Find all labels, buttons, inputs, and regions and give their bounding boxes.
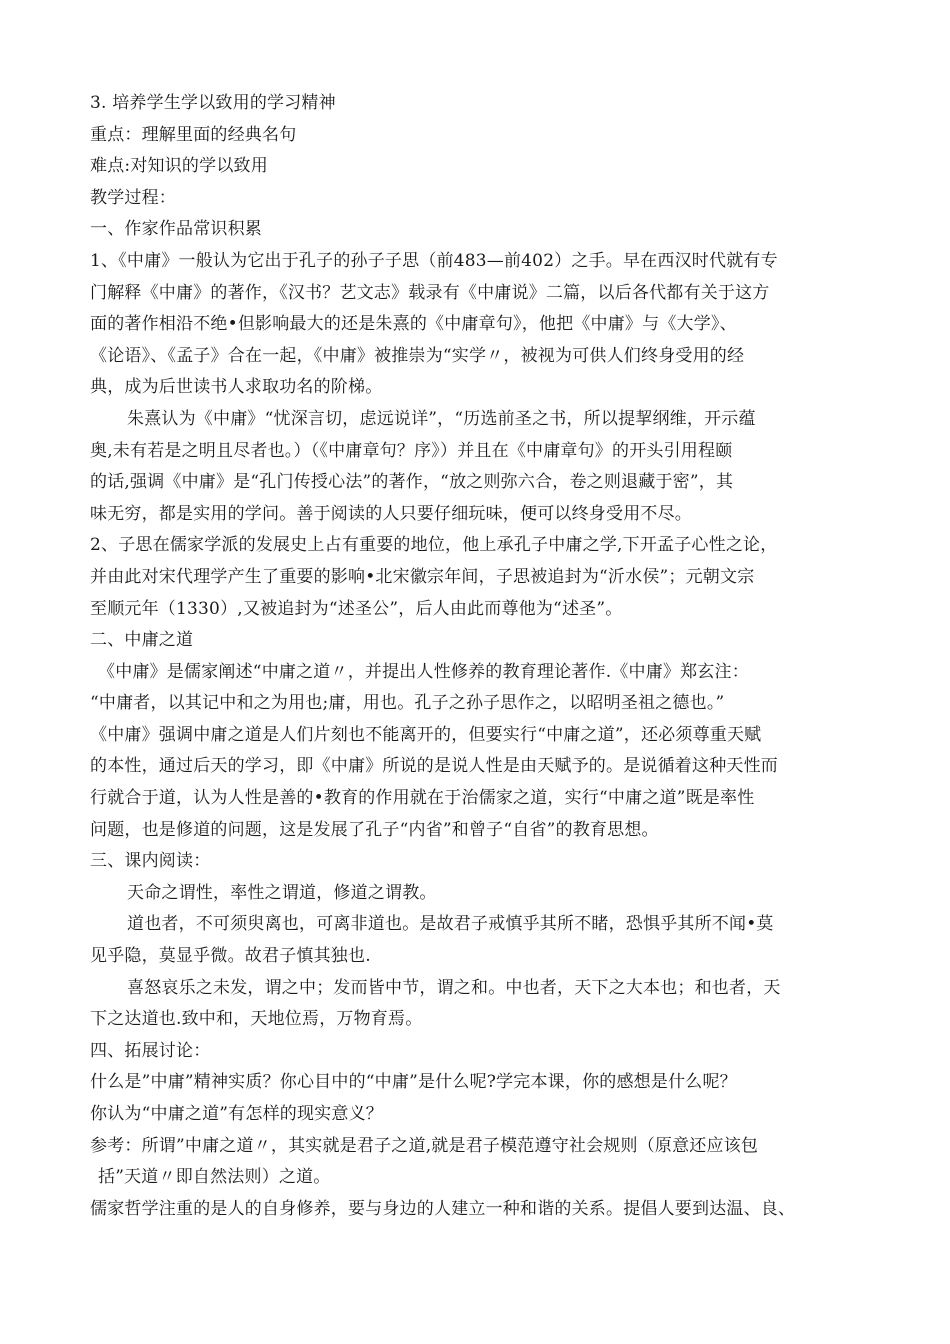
s3-p2-line: 道也者，不可须臾离也，可离非道也。是故君子戒慎乎其所不睹，恐惧乎其所不闻•莫 [127,914,774,935]
s1-p3-line: 2、子思在儒家学派的发展史上占有重要的地位，他上承孔子中庸之学,下开孟子心性之论， [90,535,778,556]
s1-p1-line: 《论语》、《孟子》合在一起，《中庸》被推崇为“实学〃，被视为可供人们终身受用的经 [90,345,745,366]
s3-p3-line: 喜怒哀乐之未发，谓之中；发而皆中节，谓之和。中也者，天下之大本也；和也者，天 [127,977,781,998]
s2-p1-line: 问题，也是修道的问题，这是发展了孔子“内省”和曾子“自省”的教育思想。 [90,819,659,840]
s4-last-line: 儒家哲学注重的是人的自身修养，要与身边的人建立一种和谐的关系。提倡人要到达温、良、 [90,1198,796,1219]
s1-p3-line: 至顺元年（1330）,又被追封为“述圣公”，后人由此而尊他为“述圣”。 [90,598,623,619]
s1-p2-line: 味无穷，都是实用的学问。善于阅读的人只要仔细玩味，便可以终身受用不尽。 [90,503,692,524]
s1-p2-line: 奥,未有若是之明且尽者也。）（《中庸章句？序》）并且在《中庸章句》的开头引用程颐 [90,440,733,461]
s2-p1-line: 的本性，通过后天的学习，即《中庸》所说的是说人性是由天赋予的。是说循着这种天性而 [90,756,778,777]
s1-p2-line: 朱熹认为《中庸》“忧深言切，虑远说详”，“历选前圣之书，所以提挈纲维，开示蕴 [127,408,756,429]
s4-question-1: 什么是”中庸”精神实质？你心目中的“中庸”是什么呢?学完本课，你的感想是什么呢？ [90,1072,737,1093]
s1-p1-line: 典，成为后世读书人求取功名的阶梯。 [90,377,383,398]
s3-p2-line: 见乎隐，莫显乎微。故君子慎其独也. [90,946,371,967]
section-2-title: 二、中庸之道 [90,630,194,651]
section-3-title: 三、课内阅读： [90,851,211,872]
s2-p1-line: 行就合于道，认为人性是善的•教育的作用就在于治儒家之道，实行“中庸之道”既是率性 [90,788,755,809]
s4-question-2: 你认为“中庸之道”有怎样的现实意义？ [90,1104,383,1124]
s1-p1-line: 门解释《中庸》的著作，《汉书？艺文志》载录有《中庸说》二篇，以后各代都有关于这方 [90,282,770,303]
s2-p1-line: 《中庸》强调中庸之道是人们片刻也不能离开的，但要实行“中庸之道”，还必须尊重天赋 [90,724,762,745]
section-4-title: 四、拓展讨论： [90,1040,211,1061]
s2-p1-line: “中庸者，以其记中和之为用也;庸，用也。孔子之孙子思作之，以昭明圣祖之德也。” [90,693,725,714]
s3-p1-line: 天命之谓性，率性之谓道，修道之谓教。 [127,882,437,903]
s4-reference-line: 括”天道〃即自然法则）之道。 [98,1167,331,1188]
s1-p1-line: 面的著作相沿不绝•但影响最大的还是朱熹的《中庸章句》，他把《中庸》与《大学》、 [90,314,737,335]
difficulty: 难点:对知识的学以致用 [90,156,268,177]
process-heading: 教学过程： [90,187,176,208]
s4-reference-line: 参考：所谓”中庸之道〃，其实就是君子之道,就是君子模范遵守社会规则（原意还应该包 [90,1135,759,1156]
section-1-title: 一、作家作品常识积累 [90,219,262,240]
s1-p3-line: 并由此对宋代理学产生了重要的影响•北宋徽宗年间，子思被追封为“沂水侯”；元朝文宗 [90,566,755,587]
s1-p1-line: 1、《中庸》一般认为它出于孔子的孙子子思（前483—前402）之手。早在西汉时代就有专 [90,250,778,271]
s1-p2-line: 的话,强调《中庸》是“孔门传授心法”的著作，“放之则弥六合，卷之则退藏于密”，其 [90,472,734,493]
goal-3: 3. 培养学生学以致用的学习精神 [90,93,336,113]
s3-p3-line: 下之达道也.致中和，天地位焉，万物育焉。 [90,1009,423,1030]
s2-p1-line: 《中庸》是儒家阐述“中庸之道〃，并提出人性修养的教育理论著作.《中庸》郑玄注： [98,661,749,682]
key-point: 重点：理解里面的经典名句 [90,124,297,145]
